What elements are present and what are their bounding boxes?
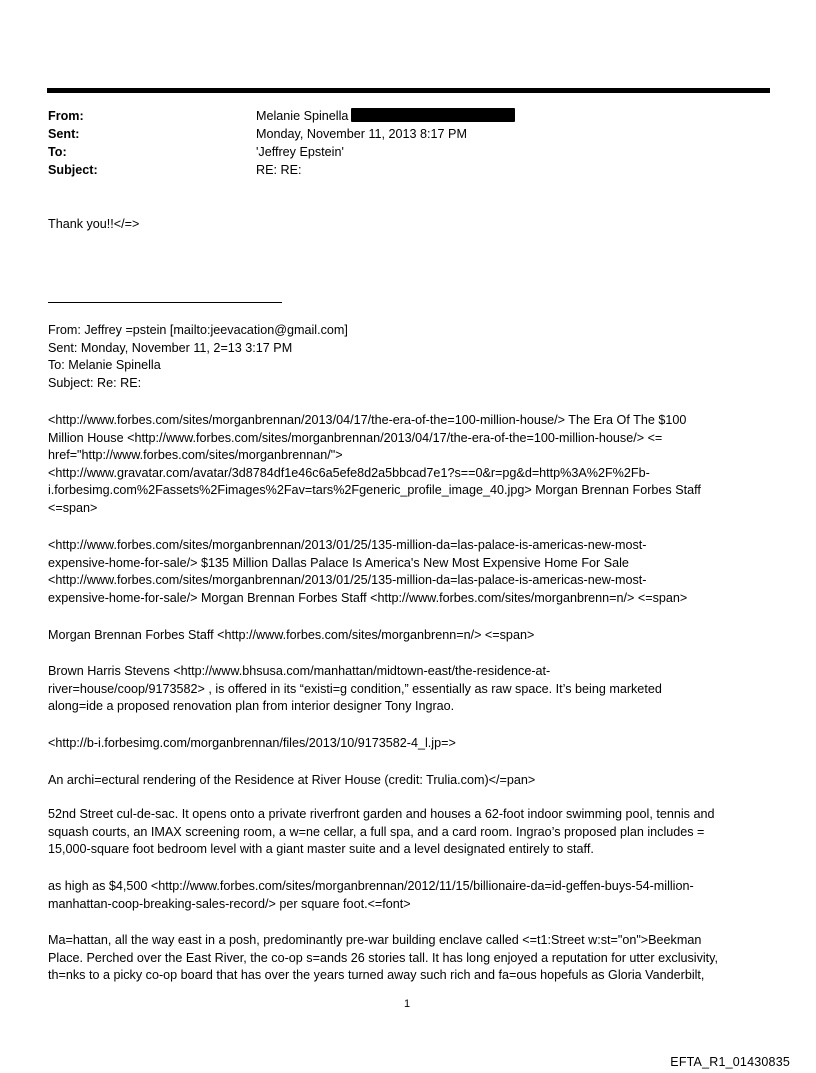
quoted-from: From: Jeffrey =pstein [mailto:jeevacation@gmail.com] xyxy=(48,323,348,337)
paragraph-7 xyxy=(48,806,768,859)
text-line: Morgan Brennan Forbes Staff <http://www.forbes.com/sites/morganbrenn=n/> <=span> xyxy=(48,628,535,642)
text-line: squash courts, an IMAX screening room, a w=ne cellar, a full spa, and a card room. Ingrao’s proposed plan includes = xyxy=(48,824,705,839)
to-row xyxy=(48,144,515,162)
text-line: th=nks to a picky co-op board that has over the years turned away such rich and fa=ous hopefuls as Gloria Vanderbilt, xyxy=(48,968,705,983)
text-line: Ma=hattan, all the way east in a posh, predominantly pre-war building enclave called <=t1:Street w:st="on">Beekman xyxy=(48,933,702,947)
from-value: Melanie Spinella xyxy=(256,109,349,123)
text-line: 52nd Street cul-de-sac. It opens onto a private riverfront garden and houses a 62-foot indoor swimming pool, tennis and xyxy=(48,807,715,821)
text-line: <http://www.gravatar.com/avatar/3d8784df1e46c6a5efe8d2a5bbcad7e1?s==0&r=pg&d=http%3A%2F%2Fb- xyxy=(48,465,650,480)
email-header xyxy=(48,108,515,180)
text-line: expensive-home-for-sale/> Morgan Brennan Forbes Staff <http://www.forbes.com/sites/morganbrenn=n/> <=span> xyxy=(48,590,688,605)
paragraph-6 xyxy=(48,772,768,790)
text-line: <http://www.forbes.com/sites/morganbrennan/2013/01/25/135-million-da=las-palace-is-americas-new-most- xyxy=(48,538,647,552)
text-line: <http://www.forbes.com/sites/morganbrennan/2013/04/17/the-era-of-the=100-million-house/> The Era Of The $100 xyxy=(48,413,687,427)
paragraph-5 xyxy=(48,735,768,753)
text-line: <http://www.forbes.com/sites/morganbrennan/2013/01/25/135-million-da=las-palace-is-americas-new-most- xyxy=(48,573,647,588)
quoted-subject: Subject: Re: RE: xyxy=(48,375,142,390)
bates-number: EFTA_R1_01430835 xyxy=(670,1055,790,1069)
text-line: href="http://www.forbes.com/sites/morganbrennan/"> xyxy=(48,448,343,463)
text-line: i.forbesimg.com%2Fassets%2Fimages%2Fav=tars%2Fgeneric_profile_image_40.jpg> Morgan Brennan Forbes Staff xyxy=(48,483,701,498)
subject-value: RE: RE: xyxy=(256,163,302,177)
paragraph-1 xyxy=(48,412,768,518)
text-line: as high as $4,500 <http://www.forbes.com/sites/morganbrennan/2012/11/15/billionaire-da=id-geffen-buys-54-million- xyxy=(48,879,694,893)
paragraph-8 xyxy=(48,878,768,913)
text-line: manhattan-coop-breaking-sales-record/> per square foot.<=font> xyxy=(48,896,411,911)
paragraph-4 xyxy=(48,663,768,716)
quoted-header xyxy=(48,322,768,392)
quoted-to: To: Melanie Spinella xyxy=(48,358,161,373)
paragraph-9 xyxy=(48,932,768,985)
text-line: river=house/coop/9173582> , is offered in its “existi=g condition,” essentially as raw space. It’s being marketed xyxy=(48,681,662,696)
text-line: Place. Perched over the East River, the co-op s=ands 26 stories tall. It has long enjoyed a reputation for utter exclusivity, xyxy=(48,950,719,965)
paragraph-2 xyxy=(48,537,768,607)
from-row xyxy=(48,108,515,126)
text-line: <http://b-i.forbesimg.com/morganbrennan/files/2013/10/9173582-4_l.jp=> xyxy=(48,736,456,750)
to-value: 'Jeffrey Epstein' xyxy=(256,145,344,159)
text-line: An archi=ectural rendering of the Residence at River House (credit: Trulia.com)</=pan> xyxy=(48,773,536,787)
sent-row xyxy=(48,126,515,144)
text-line: Million House <http://www.forbes.com/sites/morganbrennan/2013/04/17/the-era-of-the=100-million-house/> <= xyxy=(48,430,663,445)
subject-row xyxy=(48,162,515,180)
text-line: along=ide a proposed renovation plan from interior designer Tony Ingrao. xyxy=(48,699,455,714)
sent-value: Monday, November 11, 2013 8:17 PM xyxy=(256,127,467,141)
reply-body: Thank you!!</=> xyxy=(48,217,140,231)
top-rule xyxy=(47,88,770,93)
from-label: From: xyxy=(48,109,84,123)
text-line: expensive-home-for-sale/> $135 Million Dallas Palace Is America's New Most Expensive Home For Sale xyxy=(48,555,629,570)
quote-separator xyxy=(48,302,282,303)
text-line: 15,000-square foot bedroom level with a giant master suite and a level designated entirely to staff. xyxy=(48,842,594,857)
text-line: <=span> xyxy=(48,500,98,515)
sent-label: Sent: xyxy=(48,127,80,141)
redaction-bar xyxy=(351,108,515,122)
subject-label: Subject: xyxy=(48,163,98,177)
text-line: Brown Harris Stevens <http://www.bhsusa.com/manhattan/midtown-east/the-residence-at- xyxy=(48,664,551,678)
quoted-sent: Sent: Monday, November 11, 2=13 3:17 PM xyxy=(48,340,293,355)
page-number: 1 xyxy=(404,998,411,1010)
to-label: To: xyxy=(48,145,67,159)
paragraph-3 xyxy=(48,627,768,645)
